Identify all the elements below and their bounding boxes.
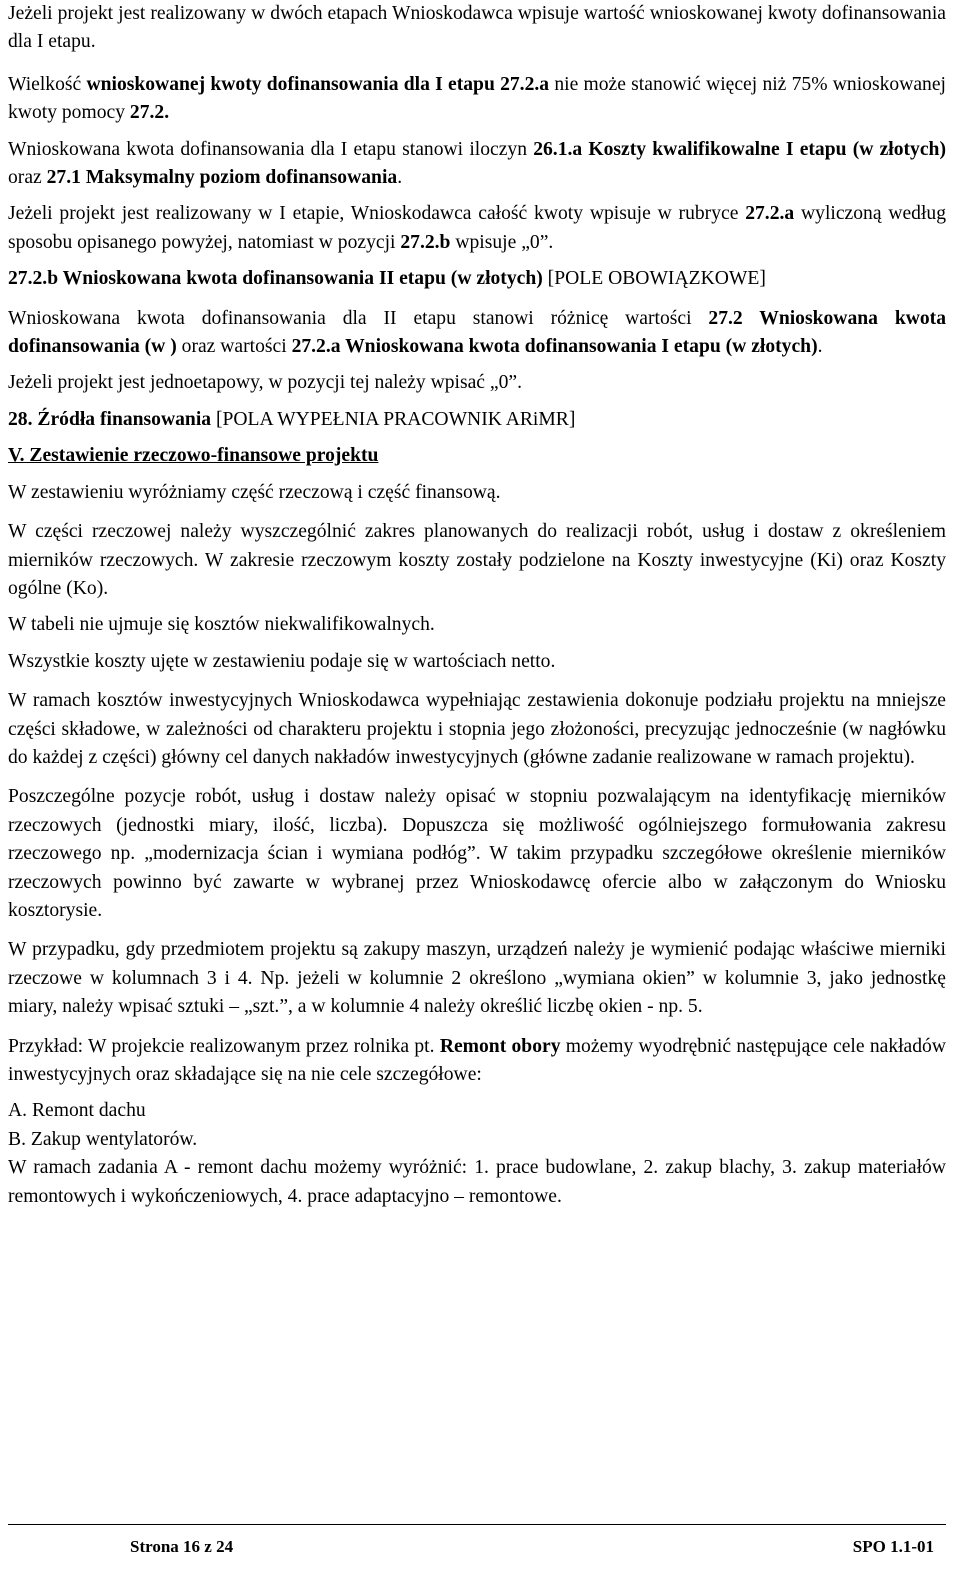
- paragraph: Wnioskowana kwota dofinansowania dla I etapu stanowi iloczyn 26.1.a Koszty kwalifikowalne I etapu (w złotych) oraz 27.1 Maksymalny poziom dofinansowania.: [8, 138, 946, 189]
- page-footer: [8, 1524, 946, 1556]
- paragraph: W ramach zadania A - remont dachu możemy wyróżnić: 1. prace budowlane, 2. zakup blachy, 3. zakup materiałów remontowych i wykończeniowych, 4. prace adaptacyjno – remontowe.: [8, 1157, 946, 1207]
- paragraph: Wnioskowana kwota dofinansowania dla II etapu stanowi różnicę wartości 27.2 Wnioskowana kwota dofinansowania (w ) oraz wartości 27.2.a Wnioskowana kwota dofinansowania I etapu (w złotych).: [8, 307, 946, 358]
- paragraph: W ramach kosztów inwestycyjnych Wnioskodawca wypełniając zestawienia dokonuje podziału projektu na mniejsze części składowe, w zależności od charakteru projektu i stopnia jego złożoności, precyzując jednocześnie (w nagłówku do każdej z części) główny cel danych nakładów inwestycyjnych (główne zadanie realizowane w ramach projektu).: [8, 690, 946, 768]
- paragraph: Wielkość wnioskowanej kwoty dofinansowania dla I etapu 27.2.a nie może stanowić więcej niż 75% wnioskowanej kwoty pomocy 27.2.: [8, 73, 946, 124]
- paragraph: W zestawieniu wyróżniamy część rzeczową i część finansową.: [8, 481, 501, 503]
- list-item: A. Remont dachu: [8, 1100, 146, 1122]
- paragraph: W części rzeczowej należy wyszczególnić zakres planowanych do realizacji robót, usług i dostaw z określeniem mierników rzeczowych. W zakresie rzeczowym koszty zostały podzielone na Koszty inwestycyjne (Ki) oraz Koszty ogólne (Ko).: [8, 521, 946, 599]
- field-heading: 28. Źródła finansowania [POLA WYPEŁNIA PRACOWNIK ARiMR]: [8, 408, 576, 430]
- section-heading: V. Zestawienie rzeczowo-finansowe projektu: [8, 445, 379, 467]
- paragraph: Poszczególne pozycje robót, usług i dostaw należy opisać w stopniu pozwalającym na identyfikację mierników rzeczowych (jednostki miary, ilość, liczba). Dopuszcza się możliwość ogólniejszego formułowania zakresu rzeczowego np. „modernizacja ścian i wymiana podłóg”. W takim przypadku szczegółowe określenie mierników rzeczowych powinno być zawarte w wybranej przez Wnioskodawcę ofercie albo w załączonym do Wniosku kosztorysie.: [8, 786, 946, 921]
- field-heading: 27.2.b Wnioskowana kwota dofinansowania II etapu (w złotych) [POLE OBOWIĄZKOWE]: [8, 268, 766, 290]
- paragraph: Przykład: W projekcie realizowanym przez rolnika pt. Remont obory możemy wyodrębnić następujące cele nakładów inwestycyjnych oraz składające się na nie cele szczegółowe:: [8, 1035, 946, 1085]
- list-item: B. Zakup wentylatorów.: [8, 1128, 198, 1150]
- document-body: [8, 0, 946, 1211]
- paragraph: Jeżeli projekt jest realizowany w dwóch etapach Wnioskodawca wpisuje wartość wnioskowanej kwoty dofinansowania dla I etapu.: [8, 3, 946, 53]
- document-code: SPO 1.1-01: [852, 1537, 934, 1556]
- paragraph: Wszystkie koszty ujęte w zestawieniu podaje się w wartościach netto.: [8, 650, 556, 672]
- paragraph: Jeżeli projekt jest jednoetapowy, w pozycji tej należy wpisać „0”.: [8, 372, 522, 394]
- paragraph: W przypadku, gdy przedmiotem projektu są zakupy maszyn, urządzeń należy je wymienić podając właściwe mierniki rzeczowe w kolumnach 3 i 4. Np. jeżeli w kolumnie 2 określono „wymiana okien” w kolumnie 3, jako jednostkę miary, należy wpisać sztuki – „szt.”, a w kolumnie 4 należy określić liczbę okien - np. 5.: [8, 939, 946, 1018]
- paragraph: Jeżeli projekt jest realizowany w I etapie, Wnioskodawca całość kwoty wpisuje w rubryce 27.2.a wyliczoną według sposobu opisanego powyżej, natomiast w pozycji 27.2.b wpisuje „0”.: [8, 203, 947, 253]
- page-number: Strona 16 z 24: [130, 1537, 234, 1556]
- paragraph: W tabeli nie ujmuje się kosztów niekwalifikowalnych.: [8, 614, 435, 636]
